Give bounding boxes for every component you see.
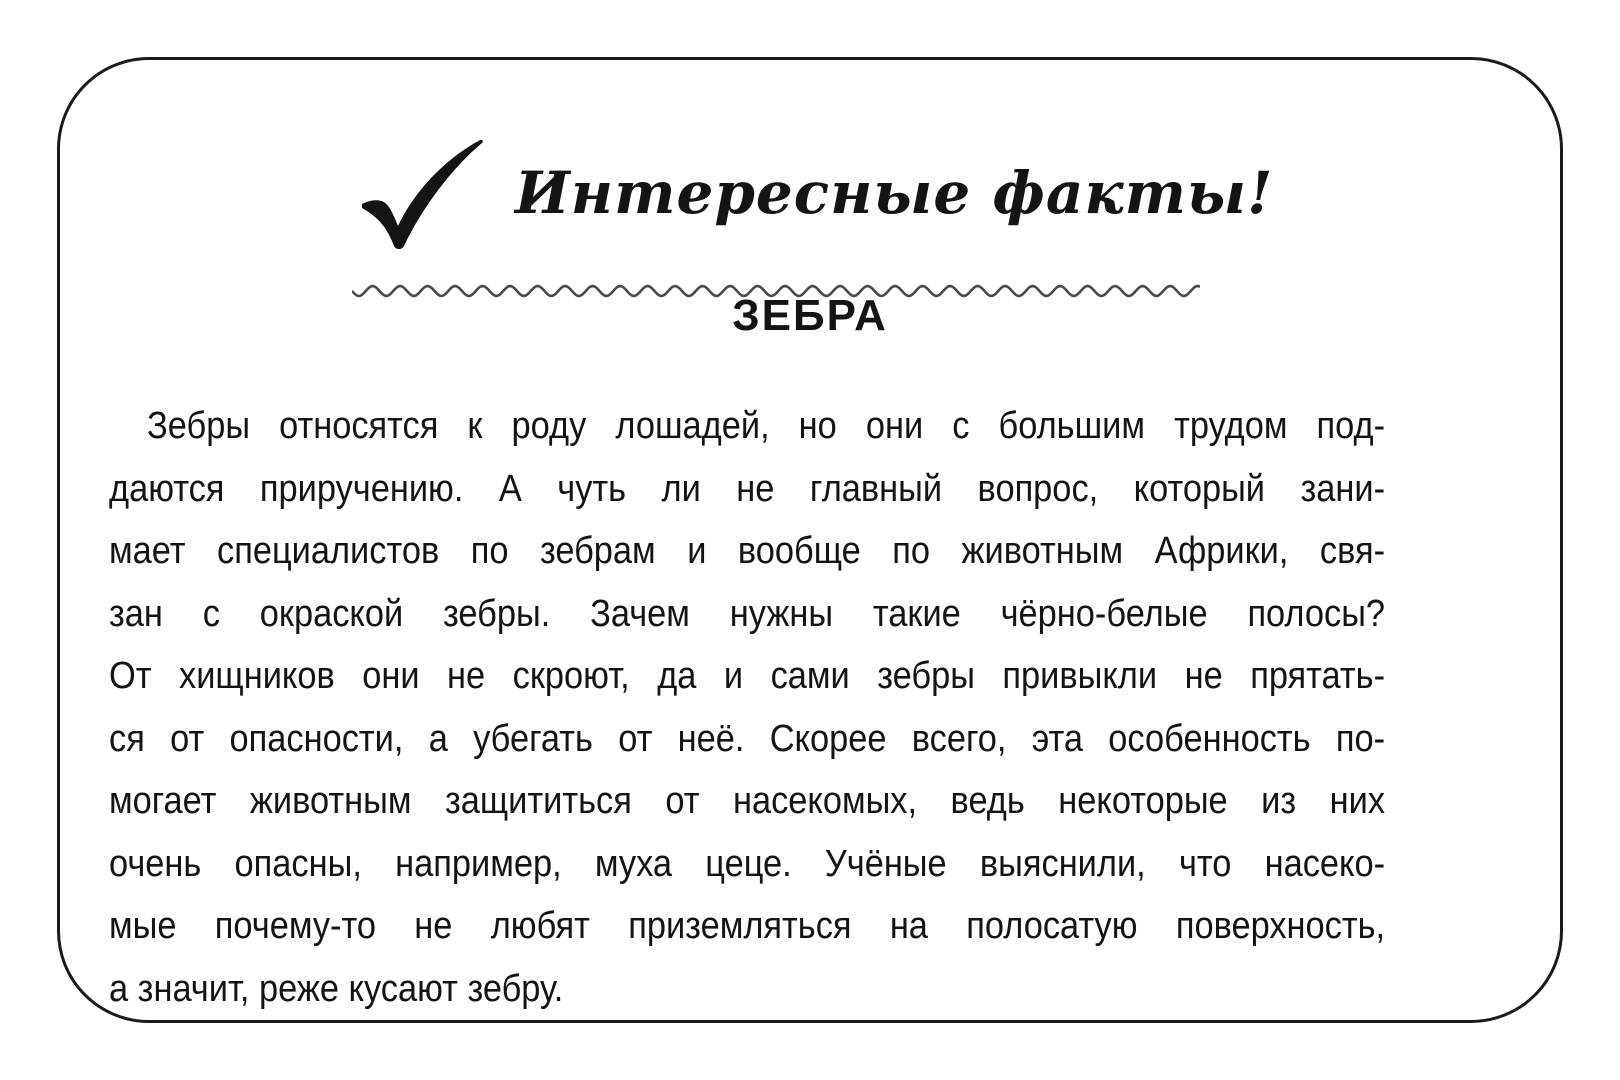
heading-title: Интересные факты! (515, 159, 1274, 227)
body-line: От хищников они не скроют, да и сами зебры привыкли не прятать- (109, 655, 1386, 697)
check-mark-icon (360, 138, 484, 250)
article-body (109, 395, 1385, 1020)
article-title: ЗЕБРА (732, 291, 888, 340)
body-line: ся от опасности, а убегать от неё. Скорее всего, эта особенность по- (109, 717, 1386, 760)
body-line: даются приручению. А чуть ли не главный вопрос, который зани- (109, 467, 1386, 510)
body-line: мые почему-то не любят приземляться на полосатую поверхность, (109, 905, 1386, 947)
body-line: Зебры относятся к роду лошадей, но они с большим трудом под- (147, 405, 1386, 447)
body-line: зан с окраской зебры. Зачем нужны такие чёрно-белые полосы? (109, 592, 1386, 635)
body-line: могает животным защититься от насекомых, ведь некоторые из них (109, 780, 1386, 822)
heading-row (60, 130, 1560, 250)
body-line: очень опасны, например, муха цеце. Учёные выяснили, что насеко- (109, 842, 1386, 885)
fact-card (57, 57, 1563, 1023)
body-line: а значит, реже кусают зебру. (109, 967, 564, 1010)
body-line: мает специалистов по зебрам и вообще по животным Африки, свя- (109, 530, 1386, 572)
